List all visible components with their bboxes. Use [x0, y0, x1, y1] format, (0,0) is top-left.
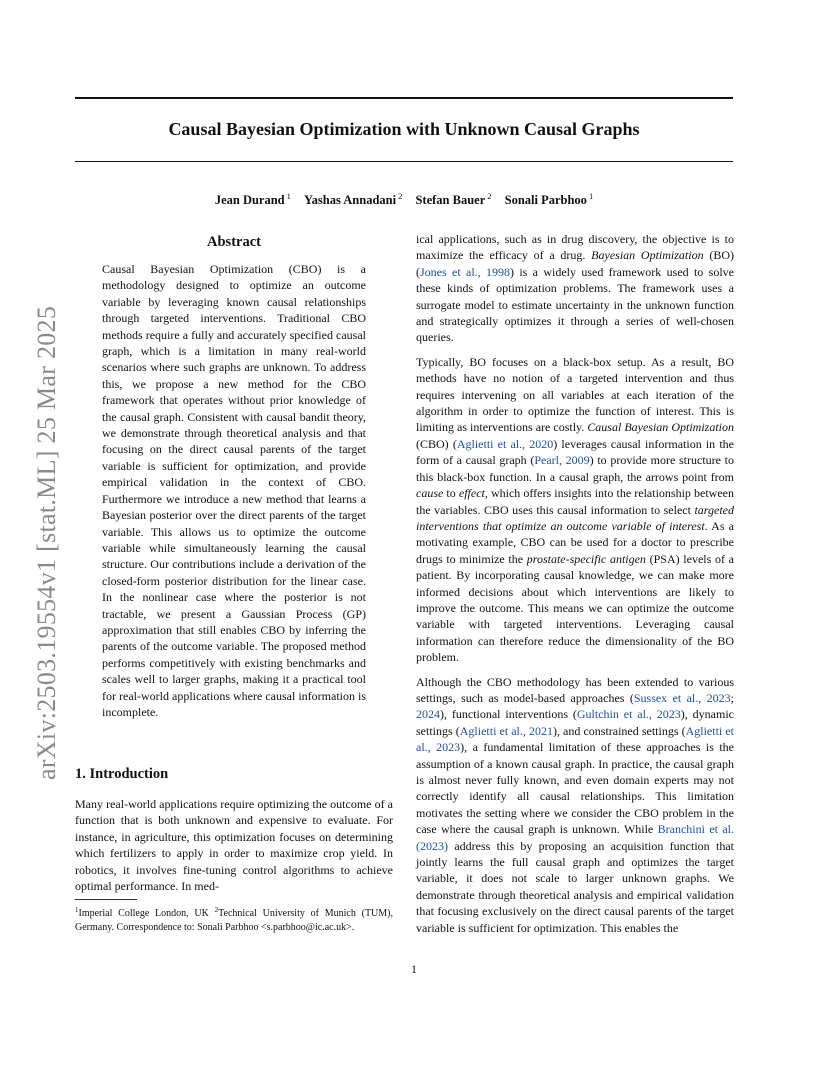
- footnote-divider: [75, 899, 137, 900]
- left-column: [75, 234, 393, 933]
- abstract-text: Causal Bayesian Optimization (CBO) is a methodology designed to optimize an outcome variable by leveraging known causal relationships through targeted interventions. Traditional CBO methods require a fully and accurately specified causal graph, which is a limitation in many real-world scenarios where such graphs are unknown. To address this, we propose a new method for the CBO framework that operates without prior knowledge of the causal graph. Consistent with causal bandit theory, we demonstrate through theoretical analysis and that focusing on the direct causal parents of the target variable is sufficient for optimization, and provide empirical validation in the context of CBO. Furthermore we introduce a new method that learns a Bayesian posterior over the direct parents of the target variable. This allows us to optimize the outcome variable while simultaneously learning the causal structure. Our contributions include a derivation of the closed-form posterior distribution for the linear case. In the nonlinear case where the posterior is not tractable, we present a Gaussian Process (GP) approximation that still enables CBO by inferring the parents of the outcome variable. The proposed method performs competitively with existing benchmarks and scales well to larger graphs, making it a practical tool for real-world applications where causal information is incomplete.: [102, 262, 366, 719]
- arxiv-stamp: [0, 190, 60, 790]
- author: Stefan Bauer $^2$: [415, 191, 492, 207]
- citation-link[interactable]: Branchini et al. (2023): [416, 822, 735, 853]
- citation-link[interactable]: Sussex et al., 2023: [633, 690, 731, 705]
- citation-link[interactable]: Aglietti et al., 2020: [456, 436, 554, 451]
- title-rule-top: [75, 97, 733, 99]
- paper-title: Causal Bayesian Optimization with Unknown Causal Graphs: [168, 119, 640, 139]
- title-rule-bottom: [75, 161, 733, 162]
- author: Sonali Parbhoo $^1$: [504, 191, 594, 207]
- intro-paragraph: Although the CBO methodology has been extended to various settings, such as model-based approaches (Sussex et al., 2023; 2024), functional interventions (Gultchin et al., 2023), dynamic settings (Aglietti et al., 2021), and constrained settings (Aglietti et al., 2023), a fundamental limitation of these approaches is the assumption of a known causal graph. In practice, the causal graph is almost never fully known, and even domain experts may not correctly identify all causal relationships. This limitation motivates the setting where we consider the CBO problem in the case where the causal graph is unknown. While Branchini et al. (2023) address this by proposing an acquisition function that jointly learns the full causal graph and optimizes the target variable, it does not scale to larger unknown graphs. We demonstrate through theoretical analysis and empirical validation that focusing exclusively on the direct causal parents of the target variable is sufficient for optimization. This enables the: [416, 674, 735, 935]
- author-list: [75, 191, 733, 208]
- author: Jean Durand $^1$: [214, 191, 291, 207]
- citation-link[interactable]: 2024: [416, 707, 440, 722]
- citation-link[interactable]: Pearl, 2009: [534, 453, 590, 468]
- arxiv-id-label: arXiv:2503.19554v1 [stat.ML] 25 Mar 2025: [32, 305, 61, 780]
- page-number: 1: [411, 962, 417, 976]
- citation-link[interactable]: Aglietti et al., 2023: [416, 723, 734, 755]
- intro-paragraph: Many real-world applications require optimizing the outcome of a function that is both unknown and expensive to evaluate. For instance, in agriculture, this optimization focuses on determining which fertilizers to apply in order to maximize crop yield. In robotics, it involves fine-tuning control algorithms to achieve optimal performance. In med-: [75, 797, 393, 894]
- citation-link[interactable]: Aglietti et al., 2021: [459, 723, 553, 738]
- right-column: [416, 234, 734, 944]
- citation-link[interactable]: Gultchin et al., 2023: [576, 707, 681, 722]
- abstract-heading: Abstract: [207, 234, 261, 250]
- author: Yashas Annadani $^2$: [304, 191, 403, 207]
- affiliation-footnote: $^1$Imperial College London, UK $^2$Technical University of Munich (TUM), Germany. Correspondence to: Sonali Parbhoo <s.parbhoo@ic.ac.uk>.: [75, 906, 393, 933]
- citation-link[interactable]: Jones et al., 1998: [420, 264, 510, 279]
- section-heading-introduction: 1. Introduction: [75, 766, 169, 782]
- intro-paragraph: Typically, BO focuses on a black-box setup. As a result, BO methods have no notion of a targeted intervention and thus requires intervening on all variables at each iteration of the algorithm in order to optimize the function of interest. This is limiting as interventions are costly. Causal Bayesian Optimization (CBO) (Aglietti et al., 2020) leverages causal information in the form of a causal graph (Pearl, 2009) to provide more structure to this black-box function. In a causal graph, the arrows point from cause to effect, which offers insights into the relationship between the variables. CBO uses this causal information to select targeted interventions that optimize an outcome variable of interest. As a motivating example, CBO can be used for a doctor to prescribe drugs to minimize the prostate-specific antigen (PSA) levels of a patient. By incorporating causal knowledge, we can make more informed decisions about which interventions are likely to improve the outcome. This means we can optimize the outcome variable with targeted interventions. Leveraging causal information can therefore reduce the dimensionality of the BO problem.: [416, 354, 735, 665]
- intro-paragraph: ical applications, such as in drug discovery, the objective is to maximize the efficacy of a drug. Bayesian Optimization (BO) (Jones et al., 1998) is a widely used framework used to solve these kinds of optimization problems. The framework uses a surrogate model to estimate uncertainty in the unknown function and strategically optimizes it through a series of well-chosen queries.: [416, 232, 734, 345]
